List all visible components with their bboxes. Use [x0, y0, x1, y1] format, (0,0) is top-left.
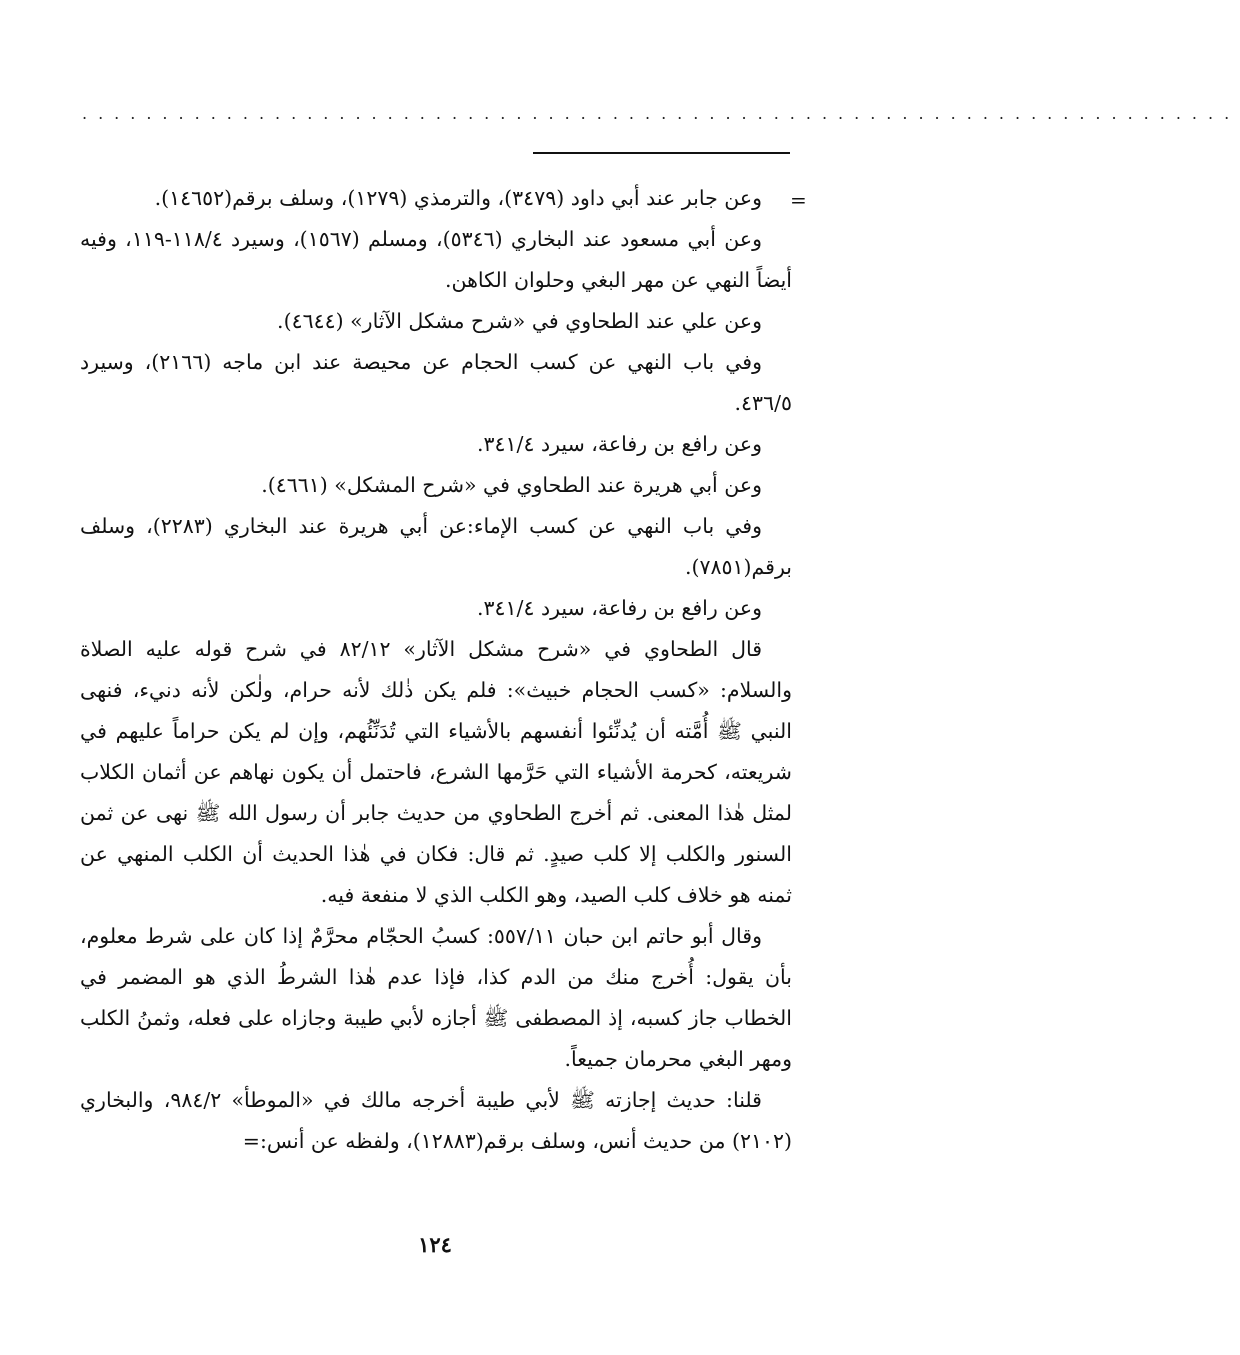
footnote-paragraph: وفي باب النهي عن كسب الإماء:عن أبي هريرة عند البخاري (٢٢٨٣)، وسلف برقم(٧٨٥١). [80, 514, 792, 579]
footnote-paragraph: وعن علي عند الطحاوي في «شرح مشكل الآثار» (٤٦٤٤). [277, 309, 762, 333]
footnote-paragraph: وقال أبو حاتم ابن حبان ٥٥٧/١١: كسبُ الحجّام محرَّمٌ إذا كان على شرط معلوم، بأن يقول: أُخرج منك من الدم كذا، فإذا عدم هٰذا الشرطُ الذي هو المضمر في الخطاب جاز كسبه، إذ المصطفى ﷺ أجازه لأبي طيبة وجازاه على فعله، وثمنُ الكلب ومهر البغي محرمان جميعاً. [80, 924, 792, 1071]
footnote-paragraph: وعن رافع بن رفاعة، سيرد ٣٤١/٤. [476, 432, 762, 456]
footnote-paragraph: وفي باب النهي عن كسب الحجام عن محيصة عند ابن ماجه (٢١٦٦)، وسيرد ٤٣٦/٥. [80, 350, 792, 415]
footnote-paragraph: وعن أبي مسعود عند البخاري (٥٣٤٦)، ومسلم (١٥٦٧)، وسيرد ١١٨/٤-١١٩، وفيه أيضاً النهي عن مهر البغي وحلوان الكاهن. [80, 227, 792, 292]
footnote-paragraph: قلنا: حديث إجازته ﷺ لأبي طيبة أخرجه مالك في «الموطأ» ٩٨٤/٢، والبخاري (٢١٠٢) من حديث أنس، وسلف برقم(١٢٨٨٣)، ولفظه عن أنس:= [80, 1088, 792, 1153]
page-number: ١٢٤ [418, 1232, 452, 1257]
footnote-paragraph: وعن جابر عند أبي داود (٣٤٧٩)، والترمذي (١٢٧٩)، وسلف برقم(١٤٦٥٢). [154, 186, 762, 210]
footnote-paragraph: قال الطحاوي في «شرح مشكل الآثار» ٨٢/١٢ في شرح قوله عليه الصلاة والسلام: «كسب الحجام خبيث»: فلم يكن ذٰلك لأنه حرام، ولٰكن لأنه دنيء، فنهى النبي ﷺ أُمَّته أن يُدنِّئوا أنفسهم بالأشياء التي تُدَنِّئُهم، وإن لم يكن حراماً عليهم في شريعته، كحرمة الأشياء التي حَرَّمها الشرع، فاحتمل أن يكون نهاهم عن أثمان الكلاب لمثل هٰذا المعنى. ثم أخرج الطحاوي من حديث جابر أن رسول الله ﷺ نهى عن ثمن السنور والكلب إلا كلب صيدٍ. ثم قال: فكان في هٰذا الحديث أن الكلب المنهي عن ثمنه هو خلاف كلب الصيد، وهو الكلب الذي لا منفعة فيه. [80, 637, 792, 907]
footnote-paragraph: وعن أبي هريرة عند الطحاوي في «شرح المشكل» (٤٦٦١). [261, 473, 762, 497]
separator-dots: ........................................................................ [82, 104, 1240, 123]
footnotes-block [80, 178, 792, 1162]
footnote-paragraph: وعن رافع بن رفاعة، سيرد ٣٤١/٤. [476, 596, 762, 620]
continuation-mark: = [790, 188, 807, 212]
footnote-rule [533, 152, 790, 154]
